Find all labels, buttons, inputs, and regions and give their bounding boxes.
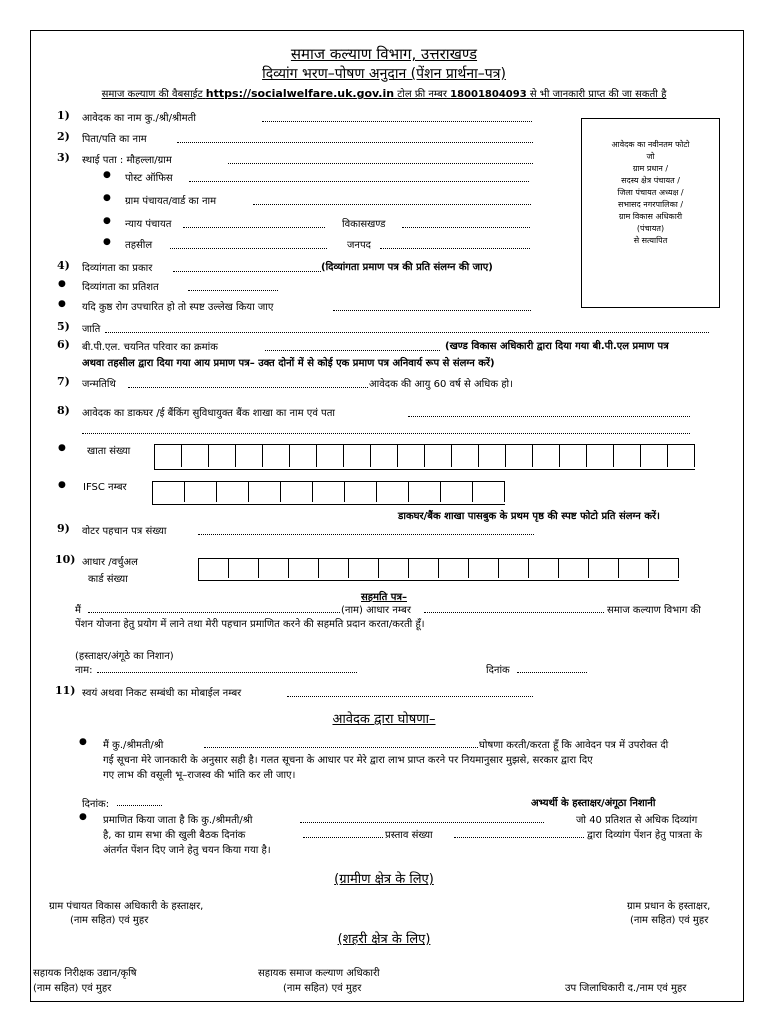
rural-right-1: ग्राम प्रधान के हस्ताक्षर, xyxy=(627,901,711,912)
bullet-icon: ● xyxy=(58,299,66,309)
block-label: विकासखण्ड xyxy=(342,219,386,230)
urban-c: उप जिलाधिकारी द./नाम एवं मुहर xyxy=(565,983,687,994)
digit-cell[interactable] xyxy=(469,559,499,578)
photo-line: जिला पंचायत अध्यक्ष / xyxy=(617,188,684,197)
bullet-icon: ● xyxy=(103,237,111,247)
digit-cell[interactable] xyxy=(409,559,439,578)
disability-type-field[interactable] xyxy=(173,271,321,272)
digit-cell[interactable] xyxy=(236,445,263,467)
bullet-icon: ● xyxy=(79,737,87,747)
consent-dept: समाज कल्याण विभाग की xyxy=(607,605,701,616)
urban-a2: (नाम सहित) एवं मुहर xyxy=(33,983,112,994)
digit-cell[interactable] xyxy=(452,445,479,467)
department-title: समाज कल्याण विभाग, उत्तराखण्ड xyxy=(290,45,478,63)
digit-cell[interactable] xyxy=(473,482,505,502)
applicant-name-field[interactable] xyxy=(262,121,532,122)
rural-right-2: (नाम सहित) एवं मुहर xyxy=(630,915,709,926)
consent-date-field[interactable] xyxy=(517,672,587,673)
applicant-name-label: आवेदक का नाम कु./श्री/श्रीमती xyxy=(82,113,196,124)
declaration-name-field[interactable] xyxy=(204,747,478,748)
digit-cell[interactable] xyxy=(377,482,409,502)
certify-line-2c: द्वारा दिव्यांग पेंशन हेतु पात्रता के xyxy=(587,830,703,841)
item-number: 1) xyxy=(57,109,70,122)
disability-type-label: दिव्यांगता का प्रकार xyxy=(82,263,153,274)
caste-label: जाति xyxy=(82,324,101,335)
ifsc-boxes[interactable] xyxy=(152,481,505,505)
digit-cell[interactable] xyxy=(614,445,641,467)
account-label: खाता संख्या xyxy=(87,446,131,457)
digit-cell[interactable] xyxy=(349,559,379,578)
bullet-icon: ● xyxy=(103,170,111,180)
declaration-title: आवेदक द्वारा घोषणा– xyxy=(332,712,436,727)
bpl-field[interactable] xyxy=(265,350,440,351)
consent-name-label: नाम: xyxy=(75,665,93,676)
ward-field[interactable] xyxy=(253,204,531,205)
digit-cell[interactable] xyxy=(533,445,560,467)
photo-line: जो xyxy=(646,152,655,161)
father-name-field[interactable] xyxy=(177,142,533,143)
digit-cell[interactable] xyxy=(319,559,349,578)
applicant-signature-label: अभ्यर्थी के हस्ताक्षर/अंगूठा निशानी xyxy=(531,798,656,809)
digit-cell[interactable] xyxy=(217,482,249,502)
photo-line: से सत्यापित xyxy=(633,236,668,245)
tehsil-label: तहसील xyxy=(125,240,153,251)
digit-cell[interactable] xyxy=(289,559,319,578)
leprosy-label: यदि कुष्ठ रोग उपचारित हो तो स्पष्ट उल्लेख किया जाए xyxy=(82,302,274,313)
urban-a1: सहायक निरीक्षक उद्यान/कृषि xyxy=(33,968,137,979)
ifsc-label: IFSC नम्बर xyxy=(83,482,127,493)
certify-line-1: प्रमाणित किया जाता है कि कु./श्रीमती/श्री xyxy=(103,815,253,826)
digit-cell[interactable] xyxy=(398,445,425,467)
post-office-field[interactable] xyxy=(189,181,529,182)
account-number-boxes[interactable] xyxy=(154,444,695,470)
consent-aadhaar-label: (नाम) आधार नम्बर xyxy=(341,605,411,616)
voter-id-field[interactable] xyxy=(198,534,534,535)
aadhaar-boxes[interactable] xyxy=(198,558,679,581)
rural-left-1: ग्राम पंचायत विकास अधिकारी के हस्ताक्षर, xyxy=(49,901,204,912)
aadhaar-label-1: आधार /वर्चुअल xyxy=(82,557,138,568)
digit-cell[interactable] xyxy=(209,445,236,467)
bank-field-2[interactable] xyxy=(82,433,690,434)
digit-cell[interactable] xyxy=(506,445,533,467)
digit-cell[interactable] xyxy=(641,445,668,467)
father-name-label: पिता/पति का नाम xyxy=(82,134,147,145)
passbook-note: डाकघर/बैंक शाखा पासबुक के प्रथम पृष्ठ की स्पष्ट फोटो प्रति संलग्न करें। xyxy=(398,511,660,522)
digit-cell[interactable] xyxy=(153,482,185,502)
declaration-line-1: घोषणा करती/करता हूँ कि आवेदन पत्र में उपरोक्त दी xyxy=(479,740,669,751)
tollfree-number: 18001804093 xyxy=(450,89,527,100)
photo-line: सभासद नगरपालिका / xyxy=(617,200,684,209)
digit-cell[interactable] xyxy=(259,559,289,578)
digit-cell[interactable] xyxy=(529,559,559,578)
bullet-icon: ● xyxy=(103,216,111,226)
disability-percent-field[interactable] xyxy=(188,290,278,291)
signature-thumb-label: (हस्ताक्षर/अंगूठे का निशान) xyxy=(75,651,174,662)
digit-cell[interactable] xyxy=(371,445,398,467)
digit-cell[interactable] xyxy=(345,482,377,502)
digit-cell[interactable] xyxy=(619,559,649,578)
block-field[interactable] xyxy=(402,227,530,228)
bullet-icon: ● xyxy=(103,193,111,203)
digit-cell[interactable] xyxy=(281,482,313,502)
digit-cell[interactable] xyxy=(155,445,182,467)
consent-sign-name-field[interactable] xyxy=(97,672,357,673)
digit-cell[interactable] xyxy=(499,559,529,578)
website-pre: समाज कल्याण की वैबसाईट xyxy=(101,89,203,100)
digit-cell[interactable] xyxy=(263,445,290,467)
certify-name-field[interactable] xyxy=(300,822,544,823)
item-number: 7) xyxy=(57,375,70,388)
age-note: आवेदक की आयु 60 वर्ष से अधिक हो। xyxy=(369,379,513,390)
bullet-icon: ● xyxy=(58,279,66,289)
declaration-date-label: दिनांक: xyxy=(82,799,110,810)
digit-cell[interactable] xyxy=(559,559,589,578)
digit-cell[interactable] xyxy=(182,445,209,467)
photo-line: ग्राम प्रधान / xyxy=(632,164,669,173)
item-number: 6) xyxy=(57,338,70,351)
digit-cell[interactable] xyxy=(479,445,506,467)
declaration-date-field[interactable] xyxy=(117,805,162,806)
digit-cell[interactable] xyxy=(229,559,259,578)
digit-cell[interactable] xyxy=(439,559,469,578)
digit-cell[interactable] xyxy=(313,482,345,502)
disability-certificate-note: (दिव्यांगता प्रमाण पत्र की प्रति संलग्न की जाए) xyxy=(321,262,493,273)
bullet-icon: ● xyxy=(58,443,66,453)
urban-title: (शहरी क्षेत्र के लिए) xyxy=(337,932,431,947)
address-field[interactable] xyxy=(228,163,533,164)
digit-cell[interactable] xyxy=(668,445,695,467)
item-number: 4) xyxy=(57,259,70,272)
bullet-icon: ● xyxy=(79,812,87,822)
item-number: 11) xyxy=(55,684,76,697)
scheme-title: दिव्यांग भरण–पोषण अनुदान (पेंशन प्रार्थना–पत्र) xyxy=(262,66,506,82)
digit-cell[interactable] xyxy=(199,559,229,578)
digit-cell[interactable] xyxy=(379,559,409,578)
rural-title: (ग्रामीण क्षेत्र के लिए) xyxy=(334,872,434,887)
photo-line: सदस्य क्षेत्र पंचायत / xyxy=(621,176,680,185)
declaration-name-label: मैं कु./श्रीमती/श्री xyxy=(103,740,164,751)
mobile-label: स्वयं अथवा निकट सम्बंधी का मोबाईल नम्बर xyxy=(82,688,242,699)
proposal-label: प्रस्ताव संख्या xyxy=(385,830,433,841)
disability-percent-label: दिव्यांगता का प्रतिशत xyxy=(82,282,159,293)
website-url[interactable]: https://socialwelfare.uk.gov.in xyxy=(205,87,395,100)
certify-line-1b: जो 40 प्रतिशत से अधिक दिव्यांग xyxy=(576,815,698,826)
consent-main: मैं xyxy=(75,605,81,616)
nyay-panchayat-field[interactable] xyxy=(183,227,325,228)
consent-name-field[interactable] xyxy=(88,612,340,613)
proposal-number-field[interactable] xyxy=(454,837,584,838)
aadhaar-label-2: कार्ड संख्या xyxy=(88,574,128,585)
digit-cell[interactable] xyxy=(185,482,217,502)
consent-title: सहमति पत्र– xyxy=(360,592,408,603)
leprosy-field[interactable] xyxy=(333,310,531,311)
tehsil-field[interactable] xyxy=(170,248,327,249)
bullet-icon: ● xyxy=(58,480,66,490)
bank-label: आवेदक का डाकघर /ई बैंकिंग सुविधायुक्त बैंक शाखा का नाम एवं पता xyxy=(82,408,336,419)
item-number: 2) xyxy=(57,130,70,143)
declaration-line-3: गए लाभ की वसूली भू–राजस्व की भांति कर ली जाए। xyxy=(103,770,296,781)
certify-line-3: अंतर्गत पेंशन दिए जाने हेतु चयन किया गया है। xyxy=(103,845,271,856)
consent-line-2: पेंशन योजना हेतु प्रयोग में लाने तथा मेरी पहचान प्रमाणित करने की सहमति प्रदान करता/करती हूँ। xyxy=(75,619,425,630)
item-number: 9) xyxy=(57,522,70,535)
urban-b1: सहायक समाज कल्याण अधिकारी xyxy=(258,968,380,979)
website-mid: टोल फ्री नम्बर xyxy=(397,89,447,100)
digit-cell[interactable] xyxy=(317,445,344,467)
meeting-date-field[interactable] xyxy=(303,837,383,838)
item-number: 8) xyxy=(57,404,70,417)
voter-id-label: वोटर पहचान पत्र संख्या xyxy=(82,526,167,537)
certify-line-2: है, का ग्राम सभा की खुली बैठक दिनांक xyxy=(103,830,246,841)
mobile-field[interactable] xyxy=(287,696,533,697)
rural-left-2: (नाम सहित) एवं मुहर xyxy=(70,915,149,926)
item-number: 10) xyxy=(55,553,76,566)
digit-cell[interactable] xyxy=(249,482,281,502)
item-number: 3) xyxy=(57,151,70,164)
district-field[interactable] xyxy=(380,248,530,249)
digit-cell[interactable] xyxy=(587,445,614,467)
digit-cell[interactable] xyxy=(290,445,317,467)
urban-b2: (नाम सहित) एवं मुहर xyxy=(283,983,362,994)
district-label: जनपद xyxy=(347,240,371,251)
bpl-note-1: (खण्ड विकास अधिकारी द्वारा दिया गया बी.पी.एल प्रमाण पत्र xyxy=(445,341,669,352)
website-post: से भी जानकारी प्राप्त की जा सकती है xyxy=(529,89,667,100)
nyay-panchayat-label: न्याय पंचायत xyxy=(125,219,172,230)
photo-line: आवेदक का नवीनतम फोटो xyxy=(611,140,690,149)
digit-cell[interactable] xyxy=(589,559,619,578)
digit-cell[interactable] xyxy=(649,559,679,578)
photo-line: ग्राम विकास अधिकारी xyxy=(618,212,683,221)
address-label: स्थाई पता : मौहल्ला/ग्राम xyxy=(82,155,172,166)
photo-line: (पंचायत) xyxy=(636,224,665,233)
item-number: 5) xyxy=(57,320,70,333)
ward-label: ग्राम पंचायत/वार्ड का नाम xyxy=(125,196,217,207)
digit-cell[interactable] xyxy=(441,482,473,502)
consent-date-label: दिनांक xyxy=(486,665,510,676)
consent-aadhaar-field[interactable] xyxy=(424,612,604,613)
digit-cell[interactable] xyxy=(409,482,441,502)
dob-label: जन्मतिथि xyxy=(82,379,116,390)
digit-cell[interactable] xyxy=(425,445,452,467)
website-line xyxy=(0,86,768,100)
bpl-note-2: अथवा तहसील द्वारा दिया गया आय प्रमाण पत्र– उक्त दोनों में से कोई एक प्रमाण पत्र अनिवार्य रूप से संलग्न करें) xyxy=(82,358,495,369)
dob-field[interactable] xyxy=(128,387,368,388)
digit-cell[interactable] xyxy=(560,445,587,467)
post-office-label: पोस्ट ऑफिस xyxy=(125,173,173,184)
bank-field[interactable] xyxy=(408,416,690,417)
caste-field[interactable] xyxy=(105,332,709,333)
declaration-line-2: गई सूचना मेरे जानकारी के अनुसार सही है। गलत सूचना के आधार पर मेरे द्वारा लाभ प्राप्त करने पर नियमानुसार मुझसे, सरकार द्वारा दिए xyxy=(103,755,593,766)
bpl-label: बी.पी.एल. चयनित परिवार का क्रमांक xyxy=(82,342,218,353)
digit-cell[interactable] xyxy=(344,445,371,467)
photo-box xyxy=(581,118,720,308)
